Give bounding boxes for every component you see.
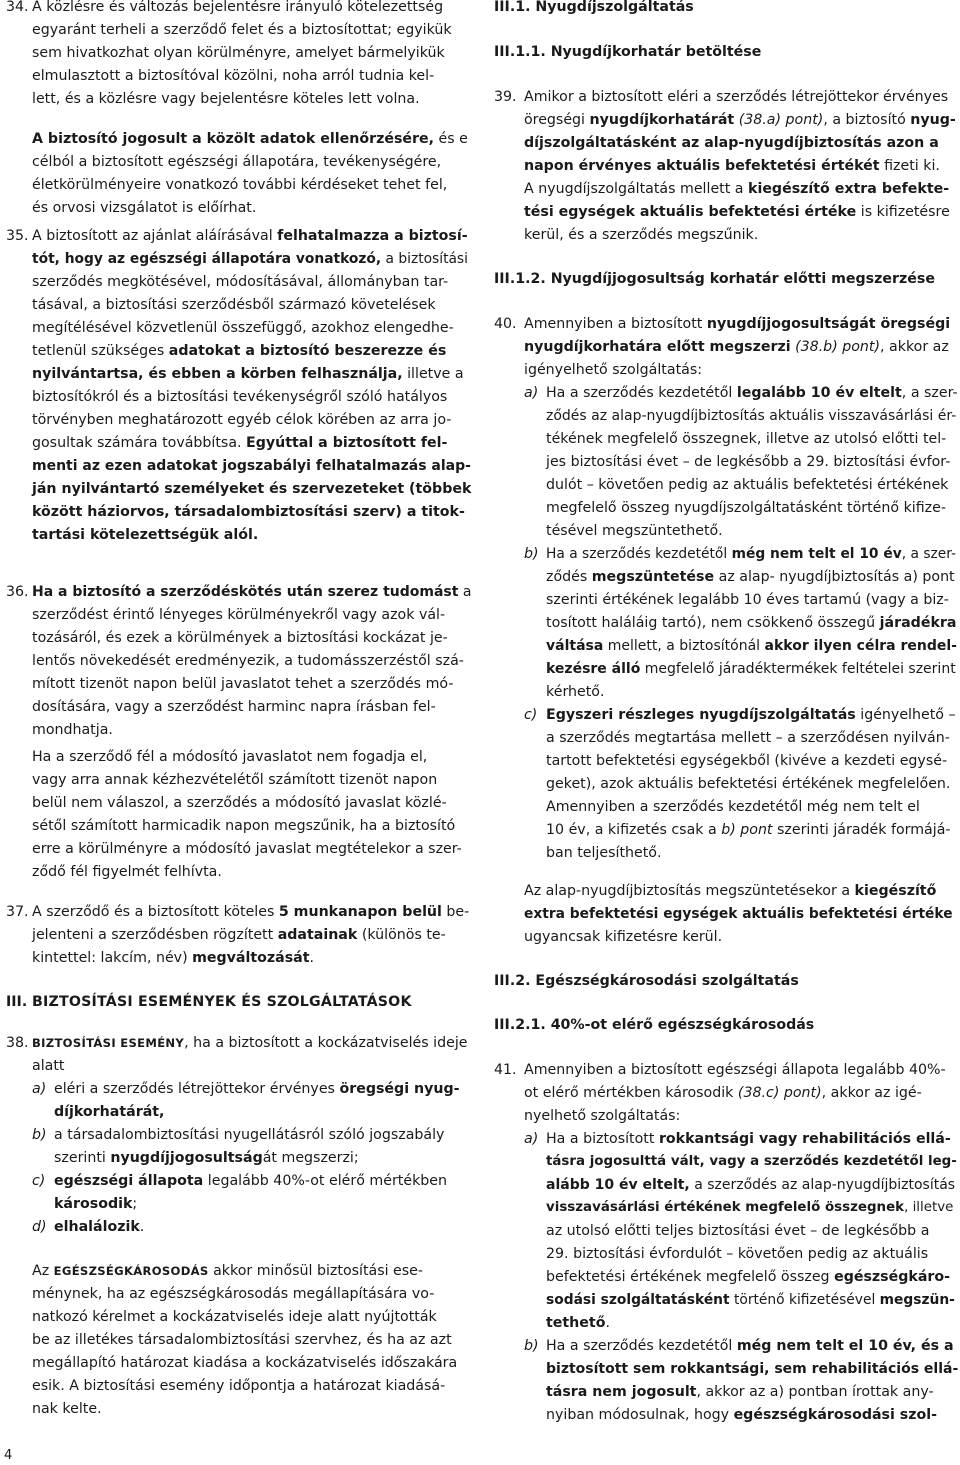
- subsection-heading: III.1. Nyugdíjszolgáltatás: [494, 0, 694, 15]
- text-line: ot elérő mértékben károsodik (38.c) pont), akkor az igé-: [524, 1085, 922, 1101]
- text-line: egyaránt terheli a szerződő felet és a biztosítottat; egyikük: [32, 22, 452, 38]
- text-line: belül nem válaszol, a szerződés a módosító javaslat közlé-: [32, 795, 447, 811]
- text-line: gosultak számára továbbítsa. Egyúttal a biztosított fel-: [32, 435, 448, 451]
- text-line: kezésre álló megfelelő járadéktermékek feltételei szerint: [546, 661, 956, 677]
- list-label: a): [524, 385, 539, 401]
- text-line: A közlésre és változás bejelentésre irányuló kötelezettség: [32, 0, 444, 15]
- text-line: erre a körülményre a módosító javaslat megtételekor a szer-: [32, 841, 462, 857]
- text-line: ménynek, ha az egészségkárosodás megállapítására vo-: [32, 1286, 435, 1302]
- paragraph-number-36: 36.: [6, 584, 29, 600]
- text-line: Ha a biztosított rokkantsági vagy rehabilitációs ellá-: [546, 1131, 951, 1147]
- text-line: tartási kötelezettségük alól.: [32, 527, 259, 543]
- text-line: sem hivatkozhat olyan körülményre, amelyet bármelyikük: [32, 45, 445, 61]
- list-label: c): [32, 1173, 46, 1189]
- text-line: tásra jogosulttá vált, vagy a szerződés kezdetétől leg-: [546, 1154, 957, 1169]
- text-line: ugyancsak kifizetésre kerül.: [524, 929, 723, 945]
- paragraph-number-40: 40.: [494, 316, 517, 332]
- text-line: tetlenül szükséges adatokat a biztosító beszerezze és: [32, 343, 447, 359]
- text-line: 29. biztosítási évfordulót – követően pedig az aktuális: [546, 1246, 929, 1262]
- text-line: tosított haláláig tartó), nem csökkenő összegű járadékra: [546, 615, 957, 631]
- text-line: biztosított sem rokkantsági, sem rehabilitációs ellá-: [546, 1361, 959, 1377]
- text-line: vagy arra annak kézhezvételétől számított tizenöt napon: [32, 772, 438, 788]
- section-number-3: III.: [6, 994, 28, 1010]
- text-line: menti az ezen adatokat jogszabályi felhatalmazás alap-: [32, 458, 471, 474]
- subsection-heading: III.2. Egészségkárosodási szolgáltatás: [494, 973, 799, 989]
- text-line: Az EGÉSZSÉGKÁROSODÁS akkor minősül biztosítási ese-: [32, 1263, 424, 1279]
- text-line: Ha a szerződés kezdetétől még nem telt el 10 év, és a: [546, 1338, 954, 1354]
- text-line: Ha a biztosító a szerződéskötés után szerez tudomást a: [32, 584, 472, 600]
- text-line: elmulasztott a biztosítóval közölni, noha arról tudnia kel-: [32, 68, 435, 84]
- text-line: lentős növekedését eredményezik, a tudomásszerzéstől szá-: [32, 653, 464, 669]
- text-line: tozásáról, és ezek a körülmények a biztosítási kockázat je-: [32, 630, 448, 646]
- text-line: sétől számított harmicadik napon megszűnik, ha a biztosító: [32, 818, 456, 834]
- text-line: Amikor a biztosított eléri a szerződés létrejöttekor érvényes: [524, 89, 949, 105]
- paragraph-number-37: 37.: [6, 904, 29, 920]
- text-line: tethető.: [546, 1315, 610, 1331]
- text-line: visszavásárlási értékének megfelelő összegnek, illetve: [546, 1200, 954, 1215]
- text-line: Egyszeri részleges nyugdíjszolgáltatás igényelhető –: [546, 707, 956, 723]
- text-line: mondhatja.: [32, 722, 113, 738]
- text-line: kintettel: lakcím, név) megváltozását.: [32, 950, 315, 966]
- text-line: Amennyiben a biztosított egészségi állapota legalább 40%-: [524, 1062, 946, 1078]
- subsection-heading: III.1.2. Nyugdíjjogosultság korhatár előtti megszerzése: [494, 271, 935, 287]
- page-number: 4: [4, 1448, 13, 1463]
- text-line: ződés megszüntetése az alap- nyugdíjbiztosítás a) pont: [546, 569, 955, 585]
- text-line: Az alap-nyugdíjbiztosítás megszüntetésekor a kiegészítő: [524, 883, 937, 899]
- text-line: életkörülményeire vonatkozó további kérdéseket tehet fel,: [32, 177, 448, 193]
- list-label: a): [524, 1131, 539, 1147]
- text-line: nak kelte.: [32, 1401, 102, 1417]
- paragraph-number-38: 38.: [6, 1035, 29, 1051]
- text-line: váltása mellett, a biztosítónál akkor ilyen célra rendel-: [546, 638, 957, 654]
- paragraph-number-34: 34.: [6, 0, 29, 15]
- text-line: törvényben meghatározott egyéb célok körében az arra jo-: [32, 412, 452, 428]
- text-line: kerül, és a szerződés megszűnik.: [524, 227, 759, 243]
- text-line: geket), azok aktuális befektetési értékének megfelelően.: [546, 776, 951, 792]
- text-line: natkozó kérelmet a kockázatviselés ideje alatt nyújtották: [32, 1309, 437, 1325]
- text-line: célból a biztosított egészségi állapotára, tevékenységére,: [32, 154, 442, 170]
- text-line: alább 10 év eltelt, a szerződés az alap-nyugdíjbiztosítás: [546, 1177, 956, 1193]
- text-line: tékének megfelelő összegnek, illetve az utolsó előtti tel-: [546, 431, 947, 447]
- text-line: 10 év, a kifizetés csak a b) pont szerinti járadék formájá-: [546, 822, 951, 838]
- text-line: között háziorvos, társadalombiztosítási szerv) a titok-: [32, 504, 465, 520]
- text-line: Amennyiben a szerződés kezdetétől még nem telt el: [546, 799, 920, 815]
- text-line: igényelhető szolgáltatás:: [524, 362, 702, 378]
- text-line: szerinti értékének legalább 10 éves tartamú (vagy a biz-: [546, 592, 949, 608]
- text-line: jes biztosítási évet – de legkésőbb a 29. biztosítási évfor-: [546, 454, 951, 470]
- text-line: eléri a szerződés létrejöttekor érvényes öregségi nyug-: [54, 1081, 460, 1097]
- paragraph-number-35: 35.: [6, 228, 29, 244]
- text-line: díjkorhatárát,: [54, 1104, 165, 1120]
- text-line: tásra nem jogosult, akkor az a) pontban írottak any-: [546, 1384, 934, 1400]
- text-line: Ha a szerződés kezdetétől legalább 10 év eltelt, a szer-: [546, 385, 958, 401]
- text-line: szerinti nyugdíjjogosultságát megszerzi;: [54, 1150, 359, 1166]
- text-line: szerződést érintő lényeges körülményekről vagy azok vál-: [32, 607, 446, 623]
- text-line: A szerződő és a biztosított köteles 5 munkanapon belül be-: [32, 904, 470, 920]
- text-line: a társadalombiztosítási nyugellátásról szóló jogszabály: [54, 1127, 445, 1143]
- text-line: szerződés megkötésével, módosításával, állományban tar-: [32, 274, 449, 290]
- text-line: esik. A biztosítási esemény időpontja a határozat kiadásá-: [32, 1378, 446, 1394]
- text-line: Ha a szerződő fél a módosító javaslatot nem fogadja el,: [32, 749, 428, 765]
- list-label: c): [524, 707, 538, 723]
- text-line: ződő fél figyelmét felhívta.: [32, 864, 222, 880]
- text-line: sodási szolgáltatásként történő kifizetésével megszün-: [546, 1292, 955, 1308]
- text-line: tásával, a biztosítási szerződésből származó követelések: [32, 297, 436, 313]
- text-line: dosítására, vagy a szerződést harminc napra írásban fel-: [32, 699, 436, 715]
- list-label: d): [32, 1219, 47, 1235]
- list-label: b): [32, 1127, 47, 1143]
- text-line: Amennyiben a biztosított nyugdíjjogosultságát öregségi: [524, 316, 951, 332]
- text-line: megfelelő összeg nyugdíjszolgáltatásként történő kifize-: [546, 500, 946, 516]
- text-line: tésével megszüntethető.: [546, 523, 723, 539]
- text-line: befektetési értékének megfelelő összeg egészségkáro-: [546, 1269, 951, 1285]
- list-label: b): [524, 546, 539, 562]
- text-line: dulót – követően pedig az aktuális befektetési értékének: [546, 477, 949, 493]
- text-line: ződés az alap-nyugdíjbiztosítás aktuális visszavásárlási ér-: [546, 408, 957, 424]
- section-heading-3: BIZTOSÍTÁSI ESEMÉNYEK ÉS SZOLGÁLTATÁSOK: [32, 994, 412, 1010]
- text-line: az utolsó előtti teljes biztosítási évet – de legkésőbb a: [546, 1223, 930, 1239]
- text-line: megítélésével közvetlenül összefüggő, azokhoz elengedhe-: [32, 320, 454, 336]
- list-label: a): [32, 1081, 47, 1097]
- text-line: napon érvényes aktuális befektetési értékét fizeti ki.: [524, 158, 940, 174]
- text-line: elhalálozik.: [54, 1219, 145, 1235]
- text-line: lett, és a közlésre vagy bejelentésre köteles lett volna.: [32, 91, 420, 107]
- text-line: tési egységek aktuális befektetési értéke is kifizetésre: [524, 204, 950, 220]
- subsection-heading: III.2.1. 40%-ot elérő egészségkárosodás: [494, 1017, 815, 1033]
- text-line: A biztosító jogosult a közölt adatok ellenőrzésére, és e: [32, 131, 468, 147]
- paragraph-number-41: 41.: [494, 1062, 517, 1078]
- text-line: díjszolgáltatásként az alap-nyugdíjbiztosítás azon a: [524, 135, 939, 151]
- text-line: nyiban módosulnak, hogy egészségkárosodási szol-: [546, 1407, 938, 1423]
- text-line: öregségi nyugdíjkorhatárát (38.a) pont), a biztosító nyug-: [524, 112, 956, 128]
- text-line: nyelhető szolgáltatás:: [524, 1108, 681, 1124]
- subsection-heading: III.1.1. Nyugdíjkorhatár betöltése: [494, 44, 762, 60]
- text-line: egészségi állapota legalább 40%-ot elérő mértékben: [54, 1173, 448, 1189]
- text-line: BIZTOSÍTÁSI ESEMÉNY, ha a biztosított a kockázatviselés ideje: [32, 1035, 468, 1051]
- paragraph-number-39: 39.: [494, 89, 517, 105]
- text-line: tót, hogy az egészségi állapotára vonatkozó, a biztosítási: [32, 251, 468, 267]
- text-line: nyugdíjkorhatára előtt megszerzi (38.b) pont), akkor az: [524, 339, 949, 355]
- text-line: és orvosi vizsgálatot is előírhat.: [32, 200, 257, 216]
- text-line: tartott befektetési egységekből (kivéve a kezdeti egysé-: [546, 753, 948, 769]
- list-label: b): [524, 1338, 539, 1354]
- text-line: ján nyilvántartó személyeket és szervezeteket (többek: [32, 481, 472, 497]
- text-line: a szerződés megtartása mellett – a szerződésen nyilván-: [546, 730, 950, 746]
- text-line: be az illetékes társadalombiztosítási szervhez, és ha az azt: [32, 1332, 452, 1348]
- text-line: extra befektetési egységek aktuális befektetési értéke: [524, 906, 953, 922]
- text-line: ban teljesíthető.: [546, 845, 662, 861]
- text-line: biztosítókról és a biztosítási tevékenységről szóló hatályos: [32, 389, 448, 405]
- text-line: mított tizenöt napon belül javaslatot tehet a szerződés mó-: [32, 676, 454, 692]
- text-line: A nyugdíjszolgáltatás mellett a kiegészítő extra befekte-: [524, 181, 950, 197]
- text-line: károsodik;: [54, 1196, 138, 1212]
- text-line: megállapító határozat kiadása a kockázatviselés időszakára: [32, 1355, 458, 1371]
- text-line: Ha a szerződés kezdetétől még nem telt el 10 év, a szer-: [546, 546, 957, 562]
- text-line: alatt: [32, 1058, 65, 1074]
- text-line: kérhető.: [546, 684, 605, 700]
- text-line: A biztosított az ajánlat aláírásával felhatalmazza a biztosí-: [32, 228, 468, 244]
- text-line: jelenteni a szerződésben rögzített adatainak (különös te-: [32, 927, 446, 943]
- text-line: nyilvántartsa, és ebben a körben felhasználja, illetve a: [32, 366, 464, 382]
